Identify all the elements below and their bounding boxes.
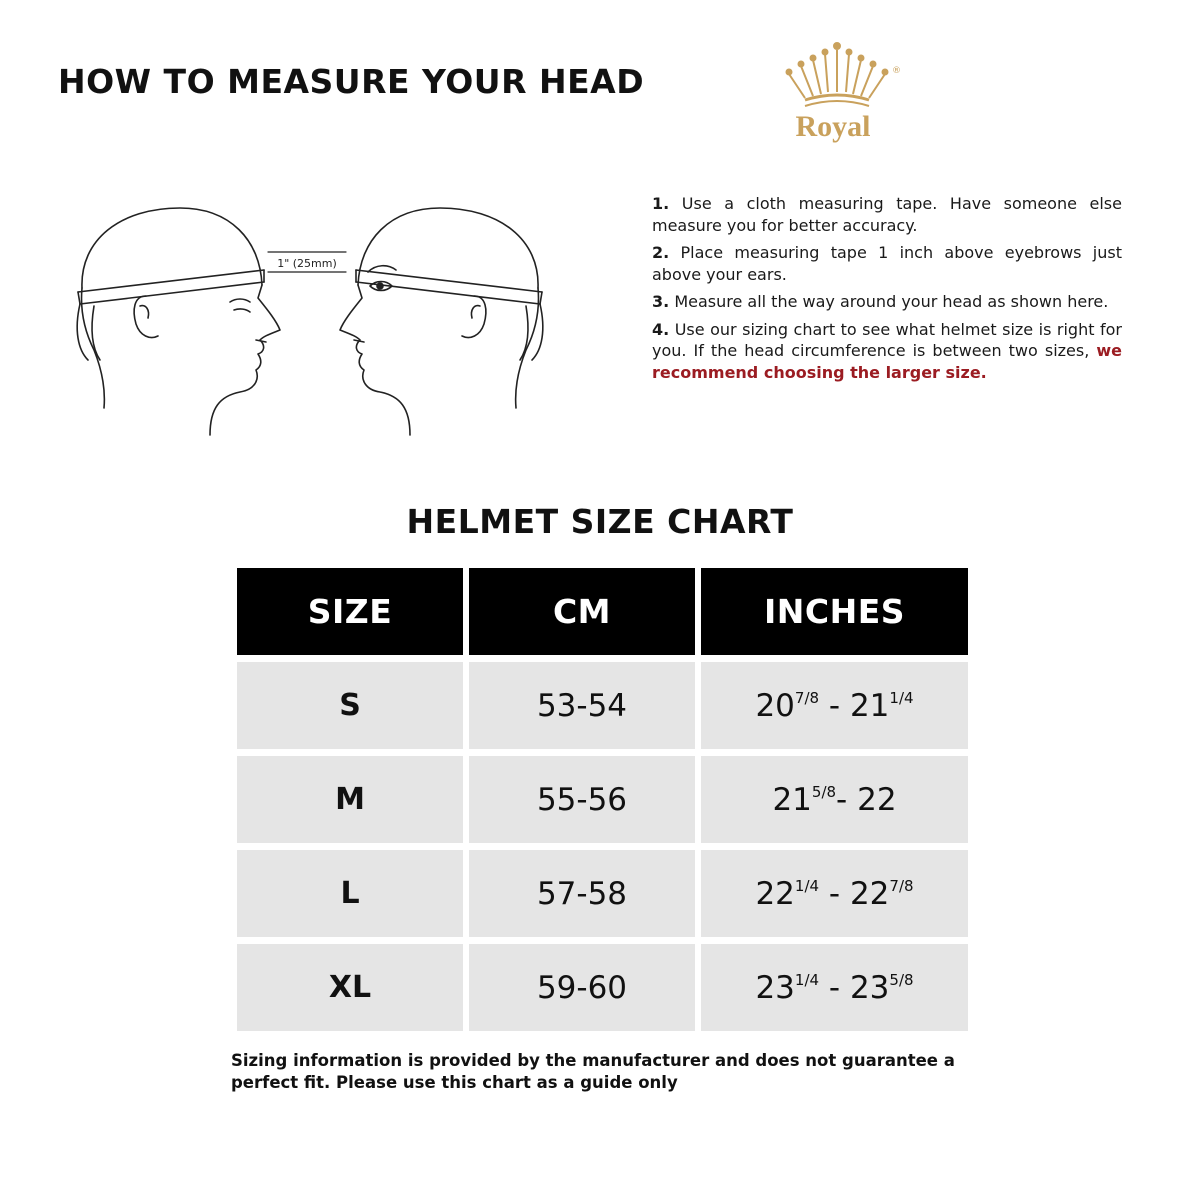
header-inches: INCHES — [701, 568, 968, 655]
size-cell: M — [237, 756, 463, 843]
instruction-number: 2. — [652, 243, 670, 262]
instruction-item — [652, 193, 1122, 236]
instruction-number: 4. — [652, 319, 670, 339]
head-left-icon — [77, 208, 280, 435]
inches-separator: - — [819, 875, 850, 912]
table-row — [237, 756, 968, 843]
header-cm: CM — [469, 568, 695, 655]
instruction-item — [652, 242, 1122, 285]
inches-cell — [701, 662, 968, 749]
inches-to: 23 — [849, 969, 890, 1006]
instruction-text: Use our sizing chart to see what helmet size is right for you. If the head circumference is between two sizes, — [652, 319, 1122, 360]
inches-from-fraction: 1/4 — [794, 970, 820, 989]
header-size: SIZE — [237, 568, 463, 655]
table-row — [237, 850, 968, 937]
instruction-item — [652, 319, 1122, 384]
inches-to-fraction: 1/4 — [889, 688, 914, 707]
inches-separator: - — [819, 969, 850, 1006]
inches-cell — [701, 850, 968, 937]
inches-to-fraction: 7/8 — [889, 876, 914, 895]
inches-from: 23 — [755, 969, 795, 1006]
table-header-row — [237, 568, 968, 655]
inches-from-fraction: 7/8 — [794, 688, 820, 707]
inches-cell — [701, 944, 968, 1031]
page-title: HOW TO MEASURE YOUR HEAD — [58, 62, 645, 101]
inches-from-fraction: 5/8 — [811, 782, 837, 801]
instruction-highlight: we recommend choosing the larger size. — [652, 341, 1123, 382]
inches-from: 20 — [755, 687, 795, 724]
cm-cell: 53-54 — [469, 662, 695, 749]
instruction-text: Place measuring tape 1 inch above eyebrows just above your ears. — [652, 243, 1122, 284]
logo-text: Royal — [795, 110, 871, 143]
size-cell: L — [237, 850, 463, 937]
instruction-number: 3. — [652, 292, 670, 311]
size-chart-title: HELMET SIZE CHART — [406, 502, 794, 541]
instruction-list — [652, 193, 1122, 389]
cm-cell: 57-58 — [469, 850, 695, 937]
inches-separator: - — [819, 687, 850, 724]
instruction-text: Measure all the way around your head as shown here. — [674, 292, 1109, 311]
inches-from-fraction: 1/4 — [794, 876, 820, 895]
size-chart-table — [231, 561, 974, 1038]
instruction-item — [652, 291, 1122, 313]
inches-cell — [701, 756, 968, 843]
crown-icon — [787, 43, 888, 106]
inches-separator: - — [836, 781, 858, 818]
cm-cell: 55-56 — [469, 756, 695, 843]
table-row — [237, 944, 968, 1031]
head-measure-illustration — [70, 200, 550, 445]
inches-to: 21 — [849, 687, 890, 724]
size-cell: XL — [237, 944, 463, 1031]
instruction-text: Use a cloth measuring tape. Have someone else measure you for better accuracy. — [652, 194, 1122, 235]
royal-logo — [775, 40, 900, 148]
size-cell: S — [237, 662, 463, 749]
inches-to: 22 — [857, 781, 897, 818]
head-right-icon — [340, 208, 543, 435]
tape-offset-label: 1" (25mm) — [277, 257, 337, 270]
registered-mark: ® — [892, 66, 901, 76]
cm-cell: 59-60 — [469, 944, 695, 1031]
disclaimer-text: Sizing information is provided by the manufacturer and does not guarantee a perfect fit. Please use this chart as a guide only — [231, 1051, 955, 1092]
table-row — [237, 662, 968, 749]
inches-from: 22 — [755, 875, 795, 912]
inches-from: 21 — [772, 781, 812, 818]
instruction-number: 1. — [652, 194, 670, 213]
inches-to: 22 — [849, 875, 890, 912]
inches-to-fraction: 5/8 — [889, 970, 914, 989]
